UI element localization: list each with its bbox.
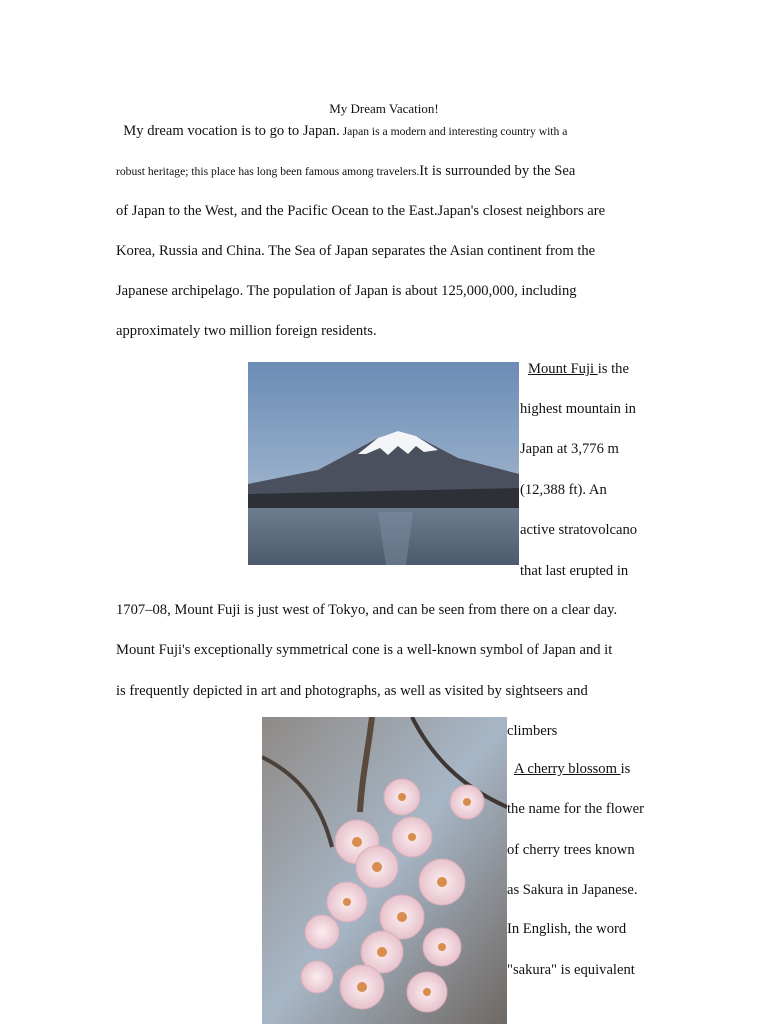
cherry-side-line: "sakura" is equivalent [507,962,635,978]
fuji-body-line: 1707–08, Mount Fuji is just west of Tokyo, and can be seen from there on a clear day. [116,602,618,618]
mount-fuji-photo [248,362,519,565]
intro-line-3: of Japan to the West, and the Pacific Ocean to the East.Japan's closest neighbors are [116,203,606,219]
cherry-side-line: the name for the flower [507,801,644,817]
intro-line-1 [116,122,567,141]
fuji-side-line: active stratovolcano [520,522,638,538]
fuji-after-link: is the [597,361,629,377]
fuji-body-line: is frequently depicted in art and photographs, as well as visited by sightseers and [116,683,588,699]
cherry-blossom-link[interactable]: A cherry blossom [514,761,621,777]
cherry-side-line: as Sakura in Japanese. [507,882,638,898]
intro-line-2-large: It is surrounded by the Sea [419,163,576,179]
intro-line-1-small: Japan is a modern and interesting country with a [339,125,568,138]
intro-line-6: approximately two million foreign residents. [116,323,377,339]
cherry-after-link: is [620,761,631,777]
intro-line-5: Japanese archipelago. The population of Japan is about 125,000,000, including [116,283,577,299]
intro-line-1-large: My dream vocation is to go to Japan. [116,123,340,139]
fuji-side-line: highest mountain in [520,401,636,417]
intro-line-2 [116,162,575,181]
document-title: My Dream Vacation! [329,101,439,116]
cherry-side-line-1 [511,760,630,778]
fuji-side-line: that last erupted in [520,563,629,579]
intro-line-4: Korea, Russia and China. The Sea of Japan separates the Asian continent from the [116,243,596,259]
fuji-body-line: Mount Fuji's exceptionally symmetrical cone is a well-known symbol of Japan and it [116,642,613,658]
fuji-side-line: Japan at 3,776 m [520,441,619,457]
mount-fuji-link[interactable]: Mount Fuji [528,361,598,377]
cherry-side-line: of cherry trees known [507,842,635,858]
fuji-side-line: (12,388 ft). An [520,482,607,498]
cherry-blossom-photo [262,717,507,1024]
fuji-side-line-1 [523,360,629,378]
intro-line-2-small: robust heritage; this place has long been famous among travelers. [116,165,420,178]
cherry-side-line: In English, the word [507,921,627,937]
fuji-trailing-word: climbers [507,723,558,739]
